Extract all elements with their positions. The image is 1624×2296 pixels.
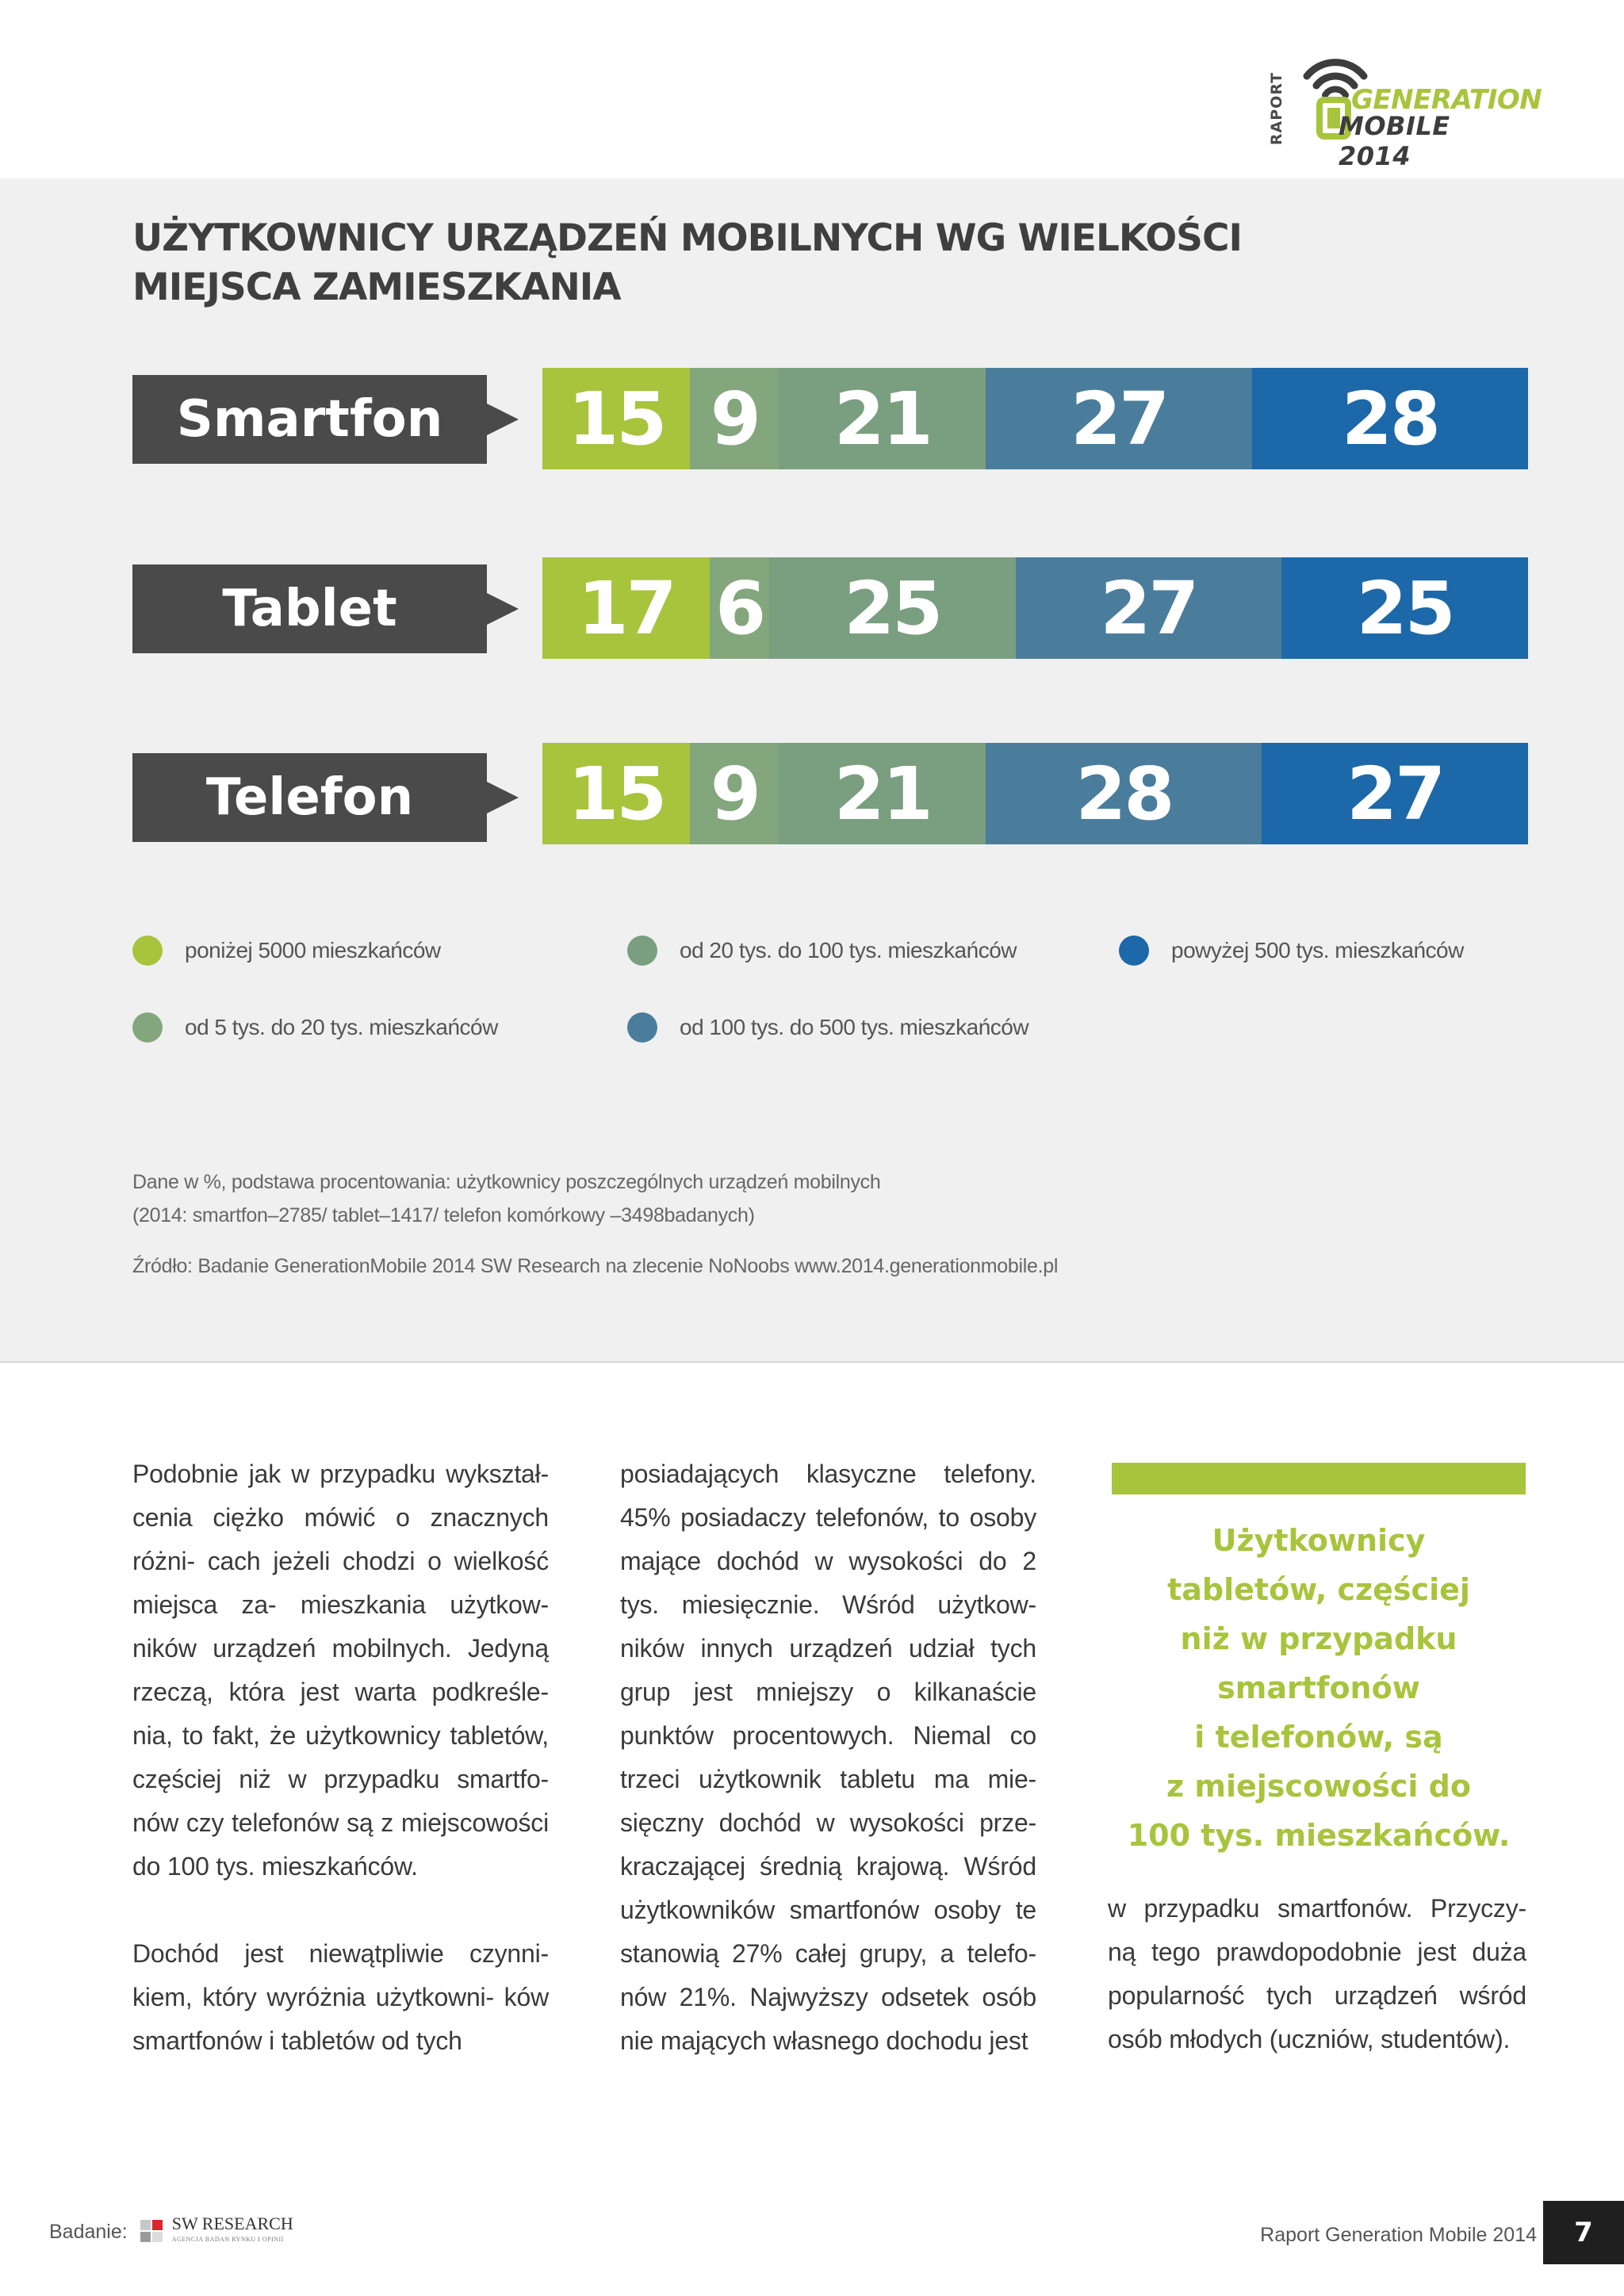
row-label-smartfon: Smartfon xyxy=(132,375,487,464)
data-label: 25 xyxy=(844,565,941,651)
quote-line: i telefonów, są xyxy=(1194,1720,1443,1755)
chart-panel xyxy=(0,178,1624,1363)
data-label: 27 xyxy=(1100,565,1197,651)
bar-segment-smartfon-4 xyxy=(986,368,1252,469)
data-label: 9 xyxy=(710,751,759,836)
data-label: 15 xyxy=(568,376,665,461)
bar-segment-tablet-1 xyxy=(542,557,710,659)
bar-segment-tablet-3 xyxy=(769,557,1016,659)
chart-notes xyxy=(132,1165,1322,1283)
legend-swatch-icon xyxy=(132,1012,163,1043)
chart-title xyxy=(132,214,1322,312)
bar-segment-telefon-2 xyxy=(690,743,779,844)
page-number: 7 xyxy=(1543,2201,1624,2264)
legend-swatch-icon xyxy=(627,936,657,966)
data-label: 9 xyxy=(710,376,759,461)
bar-segment-telefon-1 xyxy=(542,743,690,844)
logo-mobile-text: MOBILE 2014 xyxy=(1339,111,1450,171)
chart-note-sample: (2014: smartfon–2785/ tablet–1417/ telefon komórkowy –3498badanych) xyxy=(132,1204,755,1226)
row-label-tablet: Tablet xyxy=(132,564,487,653)
chart-title-line-2: MIEJSCA ZAMIESZKANIA xyxy=(132,266,621,309)
bar-telefon xyxy=(542,743,1528,844)
legend-label: poniżej 5000 mieszkańców xyxy=(185,938,441,962)
quote-line: niż w przypadku xyxy=(1180,1621,1457,1656)
quote-line: z miejscowości do xyxy=(1166,1769,1471,1804)
logo-generation-text: GENERATION xyxy=(1351,84,1542,116)
data-label: 28 xyxy=(1075,751,1173,836)
bar-segment-tablet-5 xyxy=(1281,557,1528,659)
bar-segment-telefon-5 xyxy=(1262,743,1528,844)
sw-research-logo xyxy=(140,2216,293,2248)
body-column-2 xyxy=(620,1452,1036,2107)
footer-report-title: Raport Generation Mobile 2014 xyxy=(1260,2224,1537,2246)
bar-segment-tablet-4 xyxy=(1016,557,1282,659)
page-header xyxy=(0,0,1624,178)
footer-badanie xyxy=(49,2216,293,2248)
body-column-3 xyxy=(1108,1887,1526,2105)
bar-segment-smartfon-1 xyxy=(542,368,690,469)
data-label: 17 xyxy=(577,565,675,651)
paragraph: posiadających klasyczne telefony. 45% posiadaczy telefonów, to osoby mające dochód w wysokości do 2 tys. miesięcznie. Wśród użytkow- ników innych urządzeń udział tych grup jest mniejszy o kilkanaście punktów procentowych. Niemal co trzeci użytkownik tabletu ma mie- sięczny dochód w wysokości prze- kraczającej średnią krajową. Wśród użytkowników smartfonów osoby te stanowią 27% całej grupy, a telefo- nów 21%. Najwyższy odsetek osób nie mających własnego dochodu jest xyxy=(620,1460,1036,2055)
quote-line: 100 tys. mieszkańców. xyxy=(1127,1818,1511,1853)
bar-segment-smartfon-5 xyxy=(1252,368,1528,469)
legend-swatch-icon xyxy=(132,936,163,966)
legend-item xyxy=(132,936,441,966)
legend-item xyxy=(1119,936,1464,966)
bar-segment-smartfon-3 xyxy=(779,368,986,469)
quote-line: Użytkownicy xyxy=(1212,1523,1426,1558)
bar-segment-telefon-4 xyxy=(986,743,1262,844)
sw-research-name: SW RESEARCH xyxy=(171,2214,293,2233)
bar-segment-smartfon-2 xyxy=(690,368,779,469)
quote-accent-bar xyxy=(1112,1463,1526,1494)
data-label: 6 xyxy=(715,565,764,651)
legend-item xyxy=(132,1012,498,1043)
paragraph: w przypadku smartfonów. Przyczy- ną tego prawdopodobnie jest duża popularność tych urządzeń wśród osób młodych (uczniów, studentów). xyxy=(1108,1894,1526,2053)
chart-title-line-1: UŻYTKOWNICY URZĄDZEŃ MOBILNYCH WG WIELKOŚCI xyxy=(132,216,1242,260)
quote-line: smartfonów xyxy=(1217,1670,1420,1705)
row-label-telefon: Telefon xyxy=(132,753,487,842)
sw-research-squares-icon xyxy=(140,2220,164,2244)
footer-badanie-label: Badanie: xyxy=(49,2220,128,2243)
data-label: 27 xyxy=(1346,751,1444,836)
legend-item xyxy=(627,936,1017,966)
chart-legend xyxy=(132,936,1544,1062)
data-label: 21 xyxy=(833,376,931,461)
legend-label: od 5 tys. do 20 tys. mieszkańców xyxy=(185,1015,498,1039)
data-label: 25 xyxy=(1356,565,1454,651)
bar-tablet xyxy=(542,557,1528,659)
paragraph: Podobnie jak w przypadku wykształ- cenia ciężko mówić o znacznych różni- cach jeżeli chodzi o wielkość miejsca za- mieszkania użytkow- ników urządzeń mobilnych. Jedyną rzeczą, która jest warta podkreśle- nia, to fakt, że użytkownicy tabletów, częściej niż w przypadku smartfo- nów czy telefonów są z miejscowości do 100 tys. mieszkańców. xyxy=(132,1460,549,1881)
bar-segment-tablet-2 xyxy=(710,557,769,659)
chart-source: Źródło: Badanie GenerationMobile 2014 SW Research na zlecenie NoNoobs www.2014.generationmobile.pl xyxy=(132,1255,1059,1277)
legend-label: powyżej 500 tys. mieszkańców xyxy=(1171,938,1464,962)
logo-raport-text: RAPORT xyxy=(1268,71,1286,146)
body-column-1 xyxy=(132,1452,549,2107)
data-label: 28 xyxy=(1341,376,1438,461)
generation-mobile-logo xyxy=(1268,55,1542,171)
legend-swatch-icon xyxy=(627,1012,657,1043)
sw-research-tagline: AGENCJA BADAN RYNKU I OPINII xyxy=(171,2236,284,2243)
pull-quote xyxy=(1112,1516,1526,1860)
quote-line: tabletów, częściej xyxy=(1167,1572,1470,1607)
legend-item xyxy=(627,1012,1028,1043)
bar-segment-telefon-3 xyxy=(779,743,986,844)
paragraph: Dochód jest niewątpliwie czynni- kiem, który wyróżnia użytkowni- ków smartfonów i tabletów od tych xyxy=(132,1939,549,2055)
data-label: 21 xyxy=(833,751,931,836)
legend-swatch-icon xyxy=(1119,936,1149,966)
legend-label: od 100 tys. do 500 tys. mieszkańców xyxy=(680,1015,1029,1039)
legend-label: od 20 tys. do 100 tys. mieszkańców xyxy=(680,938,1017,962)
data-label: 15 xyxy=(568,751,665,836)
data-label: 27 xyxy=(1071,376,1168,461)
chart-note: Dane w %, podstawa procentowania: użytkownicy poszczególnych urządzeń mobilnych xyxy=(132,1171,881,1193)
bar-smartfon xyxy=(542,368,1528,469)
